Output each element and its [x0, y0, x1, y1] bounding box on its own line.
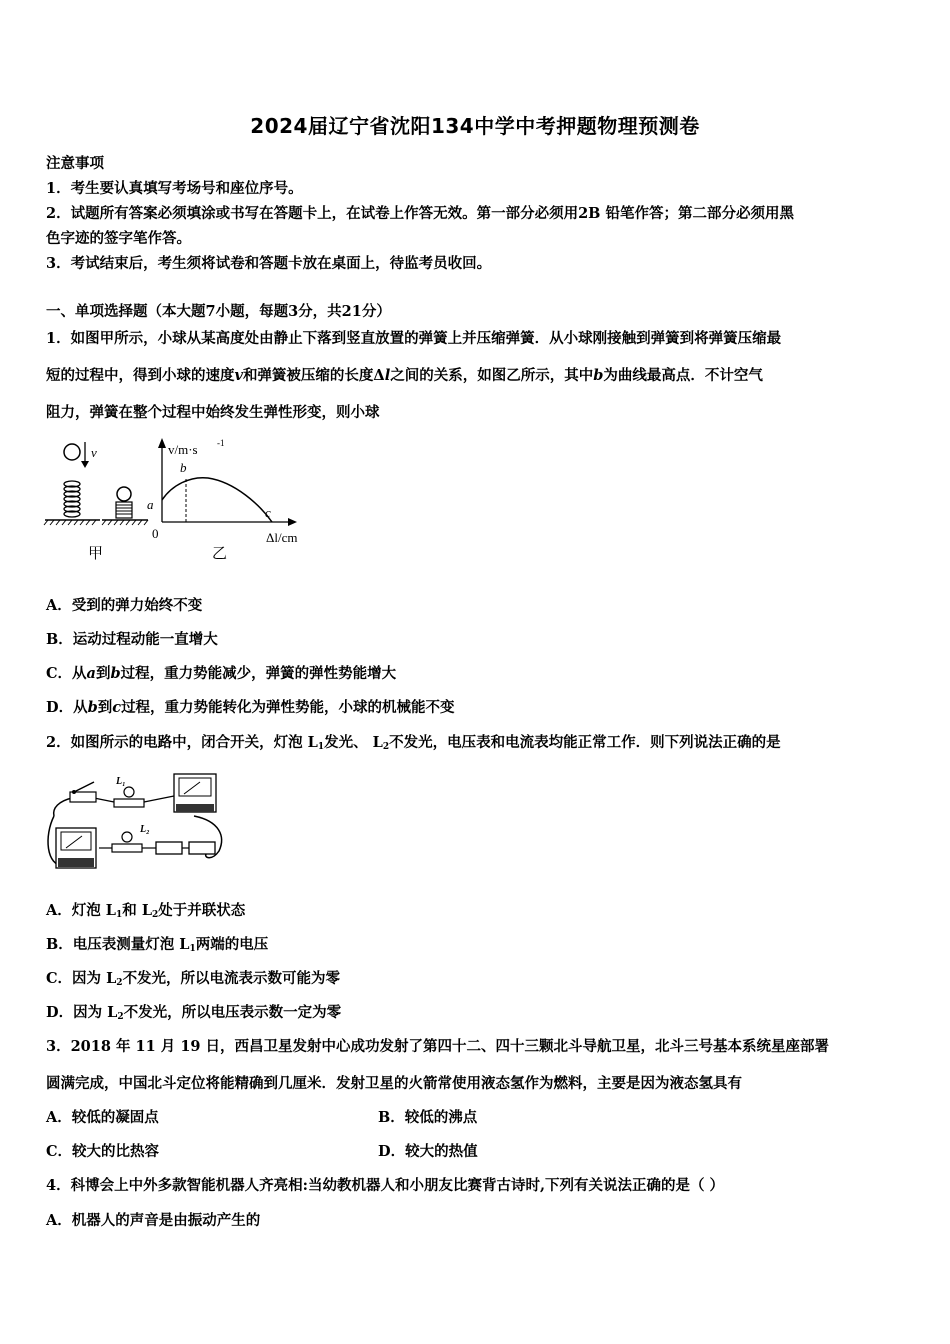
q2-option-b: B．电压表测量灯泡 $L_1$两端的电压 [46, 936, 269, 954]
q1-option-a: A．受到的弹力始终不变 [46, 597, 203, 614]
q3-stem-line1: 3．2018 年 11 月 19 日，西昌卫星发射中心成功发射了第四十二、四十三颗北斗导航卫星，北斗三号基本系统星座部署 [46, 1038, 830, 1055]
q1-stem-line2: 短的过程中，得到小球的速度v和弹簧被压缩的长度Δl之间的关系，如图乙所示，其中b为曲线最高点．不计空气 [46, 367, 763, 384]
figure-label-yi: 乙 [212, 544, 228, 562]
lamp-l1-icon [114, 787, 144, 807]
lamp-l1-label: L₁ [116, 776, 126, 787]
lamp-l2-label: L₂ [140, 824, 150, 835]
velocity-label: v [91, 445, 97, 460]
q3-option-b: B．较低的沸点 [378, 1109, 478, 1126]
point-c-label: c [265, 505, 271, 520]
ammeter-icon [56, 828, 96, 868]
point-b-label: b [180, 460, 187, 475]
q4-option-a: A．机器人的声音是由振动产生的 [46, 1212, 261, 1229]
x-axis-label: Δl/cm [266, 530, 298, 545]
q2-option-d: D．因为 $L_2$不发光，所以电压表示数一定为零 [46, 1004, 342, 1022]
section-heading: 一、单项选择题（本大题7小题，每题3分，共21分） [46, 303, 391, 320]
q1-option-c: C．从a到b过程，重力势能减少，弹簧的弹性势能增大 [46, 665, 397, 682]
q3-stem-line2: 圆满完成，中国北斗定位将能精确到几厘米．发射卫星的火箭常使用液态氢作为燃料，主要是因为液态氢具有 [46, 1075, 742, 1092]
ball-icon [64, 444, 80, 460]
origin-label: 0 [152, 526, 159, 541]
figure-label-jia: 甲 [88, 544, 104, 562]
point-a-label: a [147, 497, 154, 512]
notice-item-3: 3．考试结束后，考生须将试卷和答题卡放在桌面上，待监考员收回。 [46, 255, 492, 272]
notice-heading: 注意事项 [46, 155, 104, 172]
q2-option-a: A．灯泡 $L_1$和 $L_2$处于并联状态 [46, 902, 246, 920]
q3-option-d: D．较大的热值 [378, 1143, 478, 1160]
spring-icon [64, 481, 80, 517]
q1-figure [40, 430, 330, 565]
switch-icon [70, 782, 96, 802]
q1-stem-line3: 阻力，弹簧在整个过程中始终发生弹性形变，则小球 [46, 404, 380, 421]
q2-stem: 2．如图所示的电路中，闭合开关，灯泡 $L_1$发光、 $L_2$不发光，电压表和电流表均能正常工作．则下列说法正确的是 [46, 734, 781, 752]
q1-option-b: B．运动过程动能一直增大 [46, 631, 218, 648]
page-title: 2024届辽宁省沈阳134中学中考押题物理预测卷 [250, 114, 700, 138]
notice-item-2: 2．试题所有答案必须填涂或书写在答题卡上，在试卷上作答无效。第一部分必须用2B 铅笔作答；第二部分必须用黑 [46, 205, 794, 222]
q1-option-d: D．从b到c过程，重力势能转化为弹性势能，小球的机械能不变 [46, 699, 455, 716]
q3-option-c: C．较大的比热容 [46, 1143, 160, 1160]
q4-stem: 4．科博会上中外多款智能机器人齐亮相:当幼教机器人和小朋友比赛背古诗时,下列有关说法正确的是（ ） [46, 1177, 725, 1194]
y-axis-label-sup: -1 [217, 438, 225, 448]
notice-item-2-cont: 色字迹的签字笔作答。 [46, 230, 191, 247]
q1-stem-line1: 1．如图甲所示，小球从某高度处由静止下落到竖直放置的弹簧上并压缩弹簧．从小球刚接触到弹簧到将弹簧压缩最 [46, 330, 782, 347]
voltmeter-icon [174, 774, 216, 812]
q2-circuit-figure [44, 766, 234, 876]
q3-option-a: A．较低的凝固点 [46, 1109, 159, 1126]
lamp-l2-icon [112, 832, 142, 852]
velocity-curve [162, 478, 272, 522]
q2-option-c: C．因为 $L_2$不发光，所以电流表示数可能为零 [46, 970, 341, 988]
y-axis-label: v/m·s [168, 442, 198, 457]
notice-item-1: 1．考生要认真填写考场号和座位序号。 [46, 180, 303, 197]
